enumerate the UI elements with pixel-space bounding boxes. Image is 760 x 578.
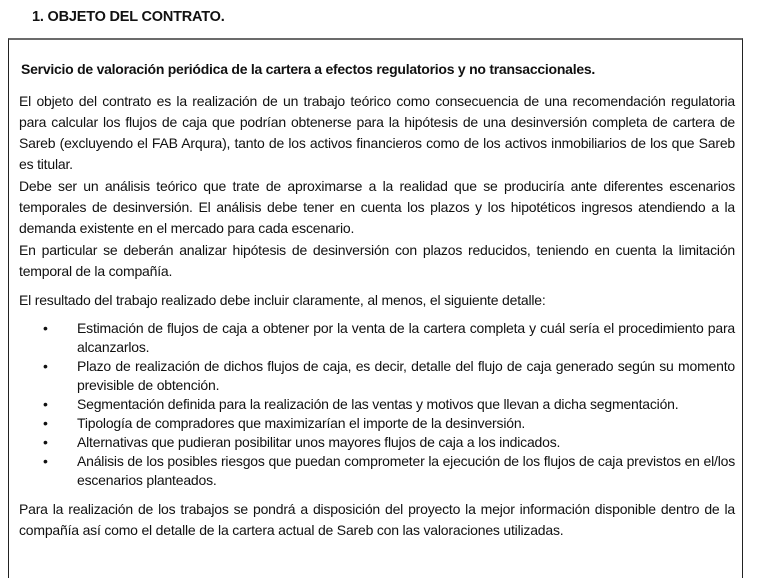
detail-bullet-list <box>19 319 735 490</box>
bullet-text: Tipología de compradores que maximizarían el importe de la desinversión. <box>77 415 526 431</box>
bullet-icon: • <box>43 396 48 412</box>
bullet-item <box>19 414 735 433</box>
bullet-item <box>19 433 735 452</box>
bullet-item <box>19 319 735 357</box>
bullet-icon: • <box>43 434 48 450</box>
bullet-icon: • <box>43 415 48 431</box>
bullet-text: Segmentación definida para la realización de las ventas y motivos que llevan a dicha segmentación. <box>77 396 679 412</box>
paragraph-object: El objeto del contrato es la realización de un trabajo teórico como consecuencia de una recomendación regulatoria para calcular los flujos de caja que podrían obtenerse para la hipótesis de una desinversión completa de cartera de Sareb (excluyendo el FAB Arqura), tanto de los activos financieros como de los activos inmobiliarios de los que Sareb es titular. <box>19 93 735 172</box>
bullet-item <box>19 452 735 490</box>
bullet-icon: • <box>43 453 48 469</box>
contract-object-box <box>8 38 743 578</box>
bullet-icon: • <box>43 358 48 374</box>
service-subtitle: Servicio de valoración periódica de la cartera a efectos regulatorios y no transaccionales. <box>21 61 596 77</box>
bullet-text: Plazo de realización de dichos flujos de caja, es decir, detalle del flujo de caja generado según su momento previsible de obtención. <box>77 358 735 393</box>
bullet-item <box>19 395 735 414</box>
bullet-text: Análisis de los posibles riesgos que puedan comprometer la ejecución de los flujos de caja previstos en el/los escenarios planteados. <box>77 453 735 488</box>
bullet-item <box>19 357 735 395</box>
paragraph-particular: En particular se deberán analizar hipótesis de desinversión con plazos reducidos, teniendo en cuenta la limitación temporal de la compañía. <box>19 242 735 279</box>
bullet-text: Estimación de flujos de caja a obtener por la venta de la cartera completa y cuál sería el procedimiento para alcanzarlos. <box>77 320 735 355</box>
paragraph-closing: Para la realización de los trabajos se pondrá a disposición del proyecto la mejor información disponible dentro de la compañía así como el detalle de la cartera actual de Sareb con las valoraciones utilizadas. <box>19 501 735 538</box>
bullet-text: Alternativas que pudieran posibilitar unos mayores flujos de caja a los indicados. <box>77 434 561 450</box>
paragraph-analysis: Debe ser un análisis teórico que trate de aproximarse a la realidad que se produciría ante diferentes escenarios temporales de desinversión. El análisis debe tener en cuenta los plazos y los hipotéticos ingresos atendiendo a la demanda existente en el mercado para cada escenario. <box>19 178 735 236</box>
paragraph-result-intro: El resultado del trabajo realizado debe incluir claramente, al menos, el siguiente detalle: <box>19 292 546 308</box>
section-heading: 1. OBJETO DEL CONTRATO. <box>32 9 225 25</box>
bullet-icon: • <box>43 320 48 336</box>
